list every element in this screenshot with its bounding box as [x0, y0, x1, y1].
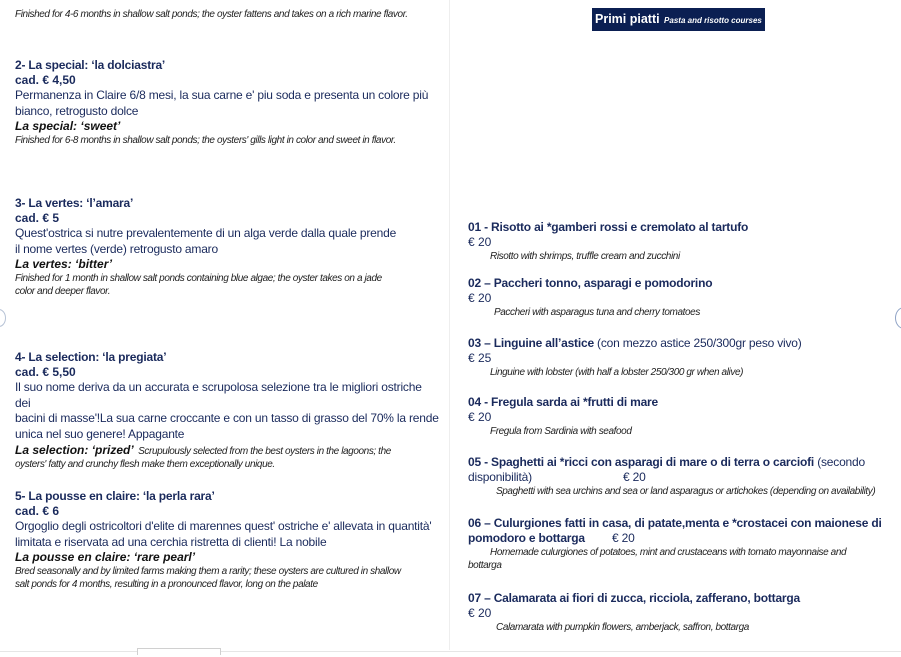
dish-price: € 25 — [468, 351, 492, 365]
oyster-desc-line: Il suo nome deriva da un accurata e scrupolosa selezione tra le migliori ostriche dei — [15, 380, 422, 410]
dish-english-desc: Paccheri with asparagus tuna and cherry tomatoes — [494, 307, 700, 318]
dish-english-desc: Risotto with shrimps, truffle cream and zucchini — [490, 251, 680, 262]
dish-name-cont: pomodoro e bottarga — [468, 531, 585, 545]
dish-name-note-cont: disponibilità) — [468, 470, 532, 484]
oyster-english-desc: Finished for 1 month in shallow salt ponds containing blue algae; the oyster takes on a jade — [15, 273, 382, 284]
dish-name-line — [468, 455, 893, 470]
dish-name-note: (secondo — [814, 455, 865, 469]
oyster-item-5 — [15, 489, 440, 591]
oyster-1-english-desc: Finished for 4-6 months in shallow salt ponds; the oyster fattens and takes on a rich marine flavor. — [15, 9, 408, 20]
dish-item-04 — [468, 395, 893, 438]
oyster-desc-line: Permanenza in Claire 6/8 mesi, la sua carne e' piu soda e presenta un colore più — [15, 88, 429, 102]
dish-item-06 — [468, 516, 893, 572]
dish-name-line2 — [468, 531, 893, 546]
oyster-english-name: La special: ‘sweet’ — [15, 119, 121, 133]
oyster-english-desc: Bred seasonally and by limited farms making them a rarity; these oysters are cultured in shallow — [15, 566, 401, 577]
dish-name-note: (con mezzo astice 250/300gr peso vivo) — [593, 336, 802, 350]
dish-item-02 — [468, 276, 893, 319]
dish-name-line — [468, 336, 893, 351]
oyster-desc-line: limitata e riservata ad una cerchia ristretta di clienti! La nobile — [15, 534, 327, 549]
oyster-desc-line: unica nel suo genere! Appagante — [15, 426, 185, 441]
oyster-item-4 — [15, 350, 440, 471]
oyster-english-desc: Scrupulously selected from the best oysters in the lagoons; the — [138, 446, 391, 457]
oyster-price: cad. € 4,50 — [15, 73, 76, 87]
dish-price: € 20 — [468, 606, 492, 620]
dish-english-desc: Linguine with lobster (with half a lobster 250/300 gr when alive) — [490, 367, 744, 378]
prev-page-arrow-icon[interactable] — [0, 309, 6, 327]
oyster-desc-line: bianco, retrogusto dolce — [15, 103, 139, 118]
dish-english-desc-cont: bottarga — [468, 560, 502, 571]
dish-name: 03 – Linguine all’astice — [468, 336, 594, 350]
bottom-scroll-tab[interactable] — [137, 648, 221, 655]
dish-name: 07 – Calamarata ai fiori di zucca, ricciola, zafferano, bottarga — [468, 591, 800, 605]
oyster-price: cad. € 5,50 — [15, 365, 76, 379]
dish-item-05 — [468, 455, 893, 498]
section-header — [592, 8, 765, 31]
oyster-english-desc: oysters' fatty and crunchy flesh make them exceptionally unique. — [15, 459, 275, 470]
oyster-english-desc: Finished for 6-8 months in shallow salt ponds; the oysters' gills light in color and sweet in flavor. — [15, 135, 396, 146]
dish-name: 06 – Culurgiones fatti in casa, di patate,menta e *crostacei con maionese di — [468, 516, 882, 530]
section-subtitle: Pasta and risotto courses — [664, 16, 762, 25]
oyster-english-name: La pousse en claire: ‘rare pearl’ — [15, 550, 196, 564]
page-bottom-edge — [0, 651, 901, 652]
dish-english-desc: Calamarata with pumpkin flowers, amberjack, saffron, bottarga — [496, 622, 749, 633]
section-title: Primi piatti — [595, 12, 660, 26]
dish-name-line2 — [468, 470, 893, 485]
oyster-price: cad. € 5 — [15, 211, 60, 225]
dish-price: € 20 — [468, 291, 492, 305]
oyster-english-name: La selection: ‘prized’ — [15, 443, 134, 457]
oyster-title: 3- La vertes: ‘l’amara’ — [15, 196, 134, 210]
oyster-english-name: La vertes: ‘bitter’ — [15, 257, 113, 271]
dish-item-07 — [468, 591, 893, 634]
oyster-item-3 — [15, 196, 440, 298]
oyster-english-desc: salt ponds for 4 months, resulting in a pronounced flavor, long on the palate — [15, 579, 318, 590]
column-divider — [449, 0, 450, 650]
oyster-desc-line: Quest'ostrica si nutre prevalentemente di un alga verde dalla quale prende — [15, 226, 397, 240]
oyster-title: 2- La special: ‘la dolciastra’ — [15, 58, 166, 72]
oyster-title: 4- La selection: ‘la pregiata’ — [15, 350, 167, 364]
oyster-english-line — [15, 442, 440, 458]
dish-name: 02 – Paccheri tonno, asparagi e pomodorino — [468, 276, 713, 290]
dish-price: € 20 — [612, 531, 635, 545]
oyster-title: 5- La pousse en claire: ‘la perla rara’ — [15, 489, 215, 503]
dish-price: € 20 — [623, 470, 646, 484]
oyster-desc-line: Orgoglio degli ostricoltori d'elite di marennes quest' ostriche e' allevata in quantità' — [15, 519, 432, 533]
oyster-english-desc: color and deeper flavor. — [15, 286, 111, 297]
dish-price: € 20 — [468, 410, 492, 424]
oyster-item-2 — [15, 58, 440, 147]
oyster-desc-line: bacini di masse'!La sua carne croccante e con un tasso di grasso del 70% la rende — [15, 411, 439, 425]
dish-english-desc: Fregula from Sardinia with seafood — [490, 426, 632, 437]
dish-item-01 — [468, 220, 893, 263]
dish-price: € 20 — [468, 235, 492, 249]
oyster-price: cad. € 6 — [15, 504, 60, 518]
dish-name: 05 - Spaghetti ai *ricci con asparagi di mare o di terra o carciofi — [468, 455, 815, 469]
dish-item-03 — [468, 336, 893, 379]
dish-name: 01 - Risotto ai *gamberi rossi e cremolato al tartufo — [468, 220, 749, 234]
dish-name: 04 - Fregula sarda ai *frutti di mare — [468, 395, 658, 409]
oyster-desc-line: il nome vertes (verde) retrogusto amaro — [15, 241, 218, 256]
dish-english-desc: Homemade culurgiones of potatoes, mint and crustaceans with tomato mayonnaise and — [490, 547, 847, 558]
dish-english-desc: Spaghetti with sea urchins and sea or land asparagus or artichokes (depending on availability) — [496, 486, 876, 497]
next-page-arrow-icon[interactable] — [895, 307, 901, 329]
